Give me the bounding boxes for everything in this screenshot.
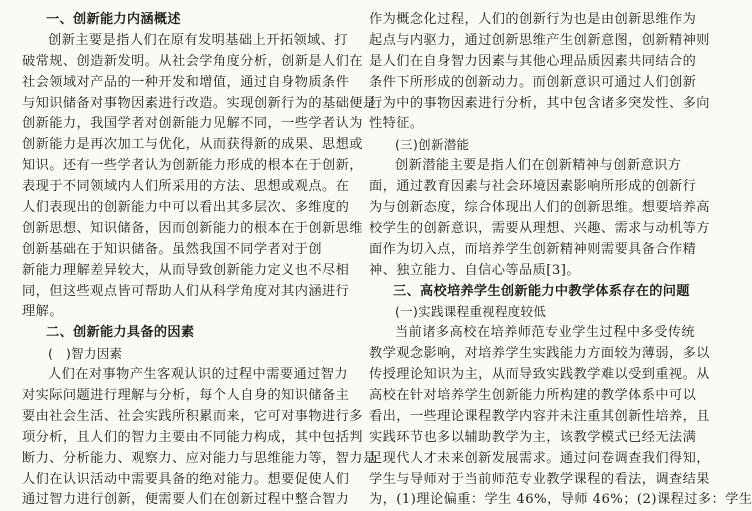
text-line: 知识。还有一些学者认为创新能力形成的根本在于创新， (22, 158, 363, 174)
text-line: 为，(1)理论偏重：学生 46%，导师 46%；(2)课程过多：学生 (369, 492, 752, 508)
text-line: 校学生的创新意识，需要从理想、兴趣、需求与动机等方 (369, 220, 710, 236)
text-line: 面作为切入点，而培养学生创新精神则需要具备合作精 (369, 241, 697, 257)
text-line: 新能力理解差异较大，从而导致创新能力定义也不尽相 (22, 262, 350, 278)
section-heading-3: 三、高校培养学生创新能力中教学体系存在的问题 (393, 283, 690, 299)
text-line: 是人们在自身智力因素与其他心理品质因素共同结合的 (369, 53, 697, 69)
text-line: 创新主要是指人们在原有发明基础上开拓领域、打 (48, 32, 349, 48)
section-heading-2: 二、创新能力具备的因素 (46, 325, 195, 341)
text-line: 神、独立能力、自信心等品质[3]。 (369, 262, 580, 278)
text-line: 创新思想、知识储备，因而创新能力的根本在于创新思维 (22, 220, 363, 236)
text-line: 高校在针对培养学生创新能力所构建的教学体系中可以 (369, 388, 697, 404)
text-line: 条件下所形成的创新动力。而创新意识可通过人们创新 (369, 74, 697, 90)
text-line: 对实际问题进行理解与分析，每个人自身的知识储备主 (22, 388, 350, 404)
paragraph-practice-courses (369, 323, 752, 511)
left-column (22, 10, 377, 511)
text-line: 人们在对事物产生客观认识的过程中需要通过智力 (48, 367, 349, 383)
right-column (369, 10, 752, 511)
text-line: 要由社会生活、社会实践所积累而来，它可对事物进行多 (22, 408, 363, 424)
text-line: 破常规、创造新发明。从社会学角度分析，创新是人们在 (22, 53, 363, 69)
text-line: 理解。 (22, 304, 63, 320)
subsection-heading-intelligence: ( )智力因素 (48, 346, 123, 362)
text-line: 看出，一些理论课程教学内容并未注重其创新性培养，且 (369, 408, 710, 424)
text-line: 创新能力是再次加工与优化，从而获得新的成果、思想或 (22, 137, 363, 153)
text-line: 当前诸多高校在培养师范专业学生过程中多受传统 (395, 325, 696, 341)
text-line: 面，通过教育因素与社会环境因素影响所形成的创新行 (369, 179, 697, 195)
text-line: 项分析，且人们的智力主要由不同能力构成，其中包括判 (22, 429, 363, 445)
subsection-heading-practice: (一)实践课程重视程度较低 (395, 304, 547, 320)
text-line: 通过智力进行创新，便需要人们在创新过程中整合智力 (22, 492, 350, 508)
text-line: 学生与导师对于当前师范专业教学课程的看法，调查结果 (369, 471, 710, 487)
paragraph-innovation-spirit (369, 10, 710, 135)
text-line: 传授理论知识为主，从而导致实践教学难以受到重视。从 (369, 367, 710, 383)
text-line: 表现于不同领域内人们所采用的方法、思想或观点。在 (22, 179, 350, 195)
text-line: 创新基础在于知识储备。虽然我国不同学者对于创 (22, 241, 323, 257)
text-line: 创新潜能主要是指人们在创新精神与创新意识方 (395, 158, 682, 174)
text-line: 实践环节也多以辅助教学为主，该教学模式已经无法满 (369, 429, 697, 445)
text-line: 断力、分析能力、观察力、应对能力与思维能力等，智力是 (22, 450, 377, 466)
text-line: 创新能力，我国学者对创新能力见解不同，一些学者认为 (22, 116, 363, 132)
paragraph-innovation-potential (369, 156, 710, 281)
subsection-heading-potential: (三)创新潜能 (395, 137, 470, 153)
text-line: 社会领域对产品的一种开发和增值，通过自身物质条件 (22, 74, 350, 90)
text-line: 同，但这些观点皆可帮助人们从科学角度对其内涵进行 (22, 283, 350, 299)
text-line: 起点与内驱力，通过创新思维产生创新意图，创新精神则 (369, 32, 710, 48)
text-line: 行为中的事物因素进行分析，其中包含诸多突发性、多向 (369, 95, 710, 111)
paragraph-innovation-definition (22, 31, 377, 323)
text-line: 性特征。 (369, 116, 424, 132)
section-heading-1: 一、创新能力内涵概述 (46, 12, 181, 27)
text-line: 与知识储备对事物因素进行改造。实现创新行为的基础便是 (22, 95, 377, 111)
text-line: 作为概念化过程，人们的创新行为也是由创新思维作为 (369, 12, 697, 27)
text-line: 人们表现出的创新能力中可以看出其多层次、多维度的 (22, 200, 350, 216)
text-line: 人们在认识活动中需要具备的绝对能力。想要促使人们 (22, 471, 350, 487)
text-line: 足现代人才未来创新发展需求。通过问卷调查我们得知， (369, 450, 710, 466)
text-line: 教学观念影响，对培养学生实践能力方面较为薄弱，多以 (369, 346, 710, 362)
paragraph-intelligence-factor (22, 365, 377, 511)
text-line: 为与创新态度，综合体现出人们的创新思维。想要培养高 (369, 200, 710, 216)
